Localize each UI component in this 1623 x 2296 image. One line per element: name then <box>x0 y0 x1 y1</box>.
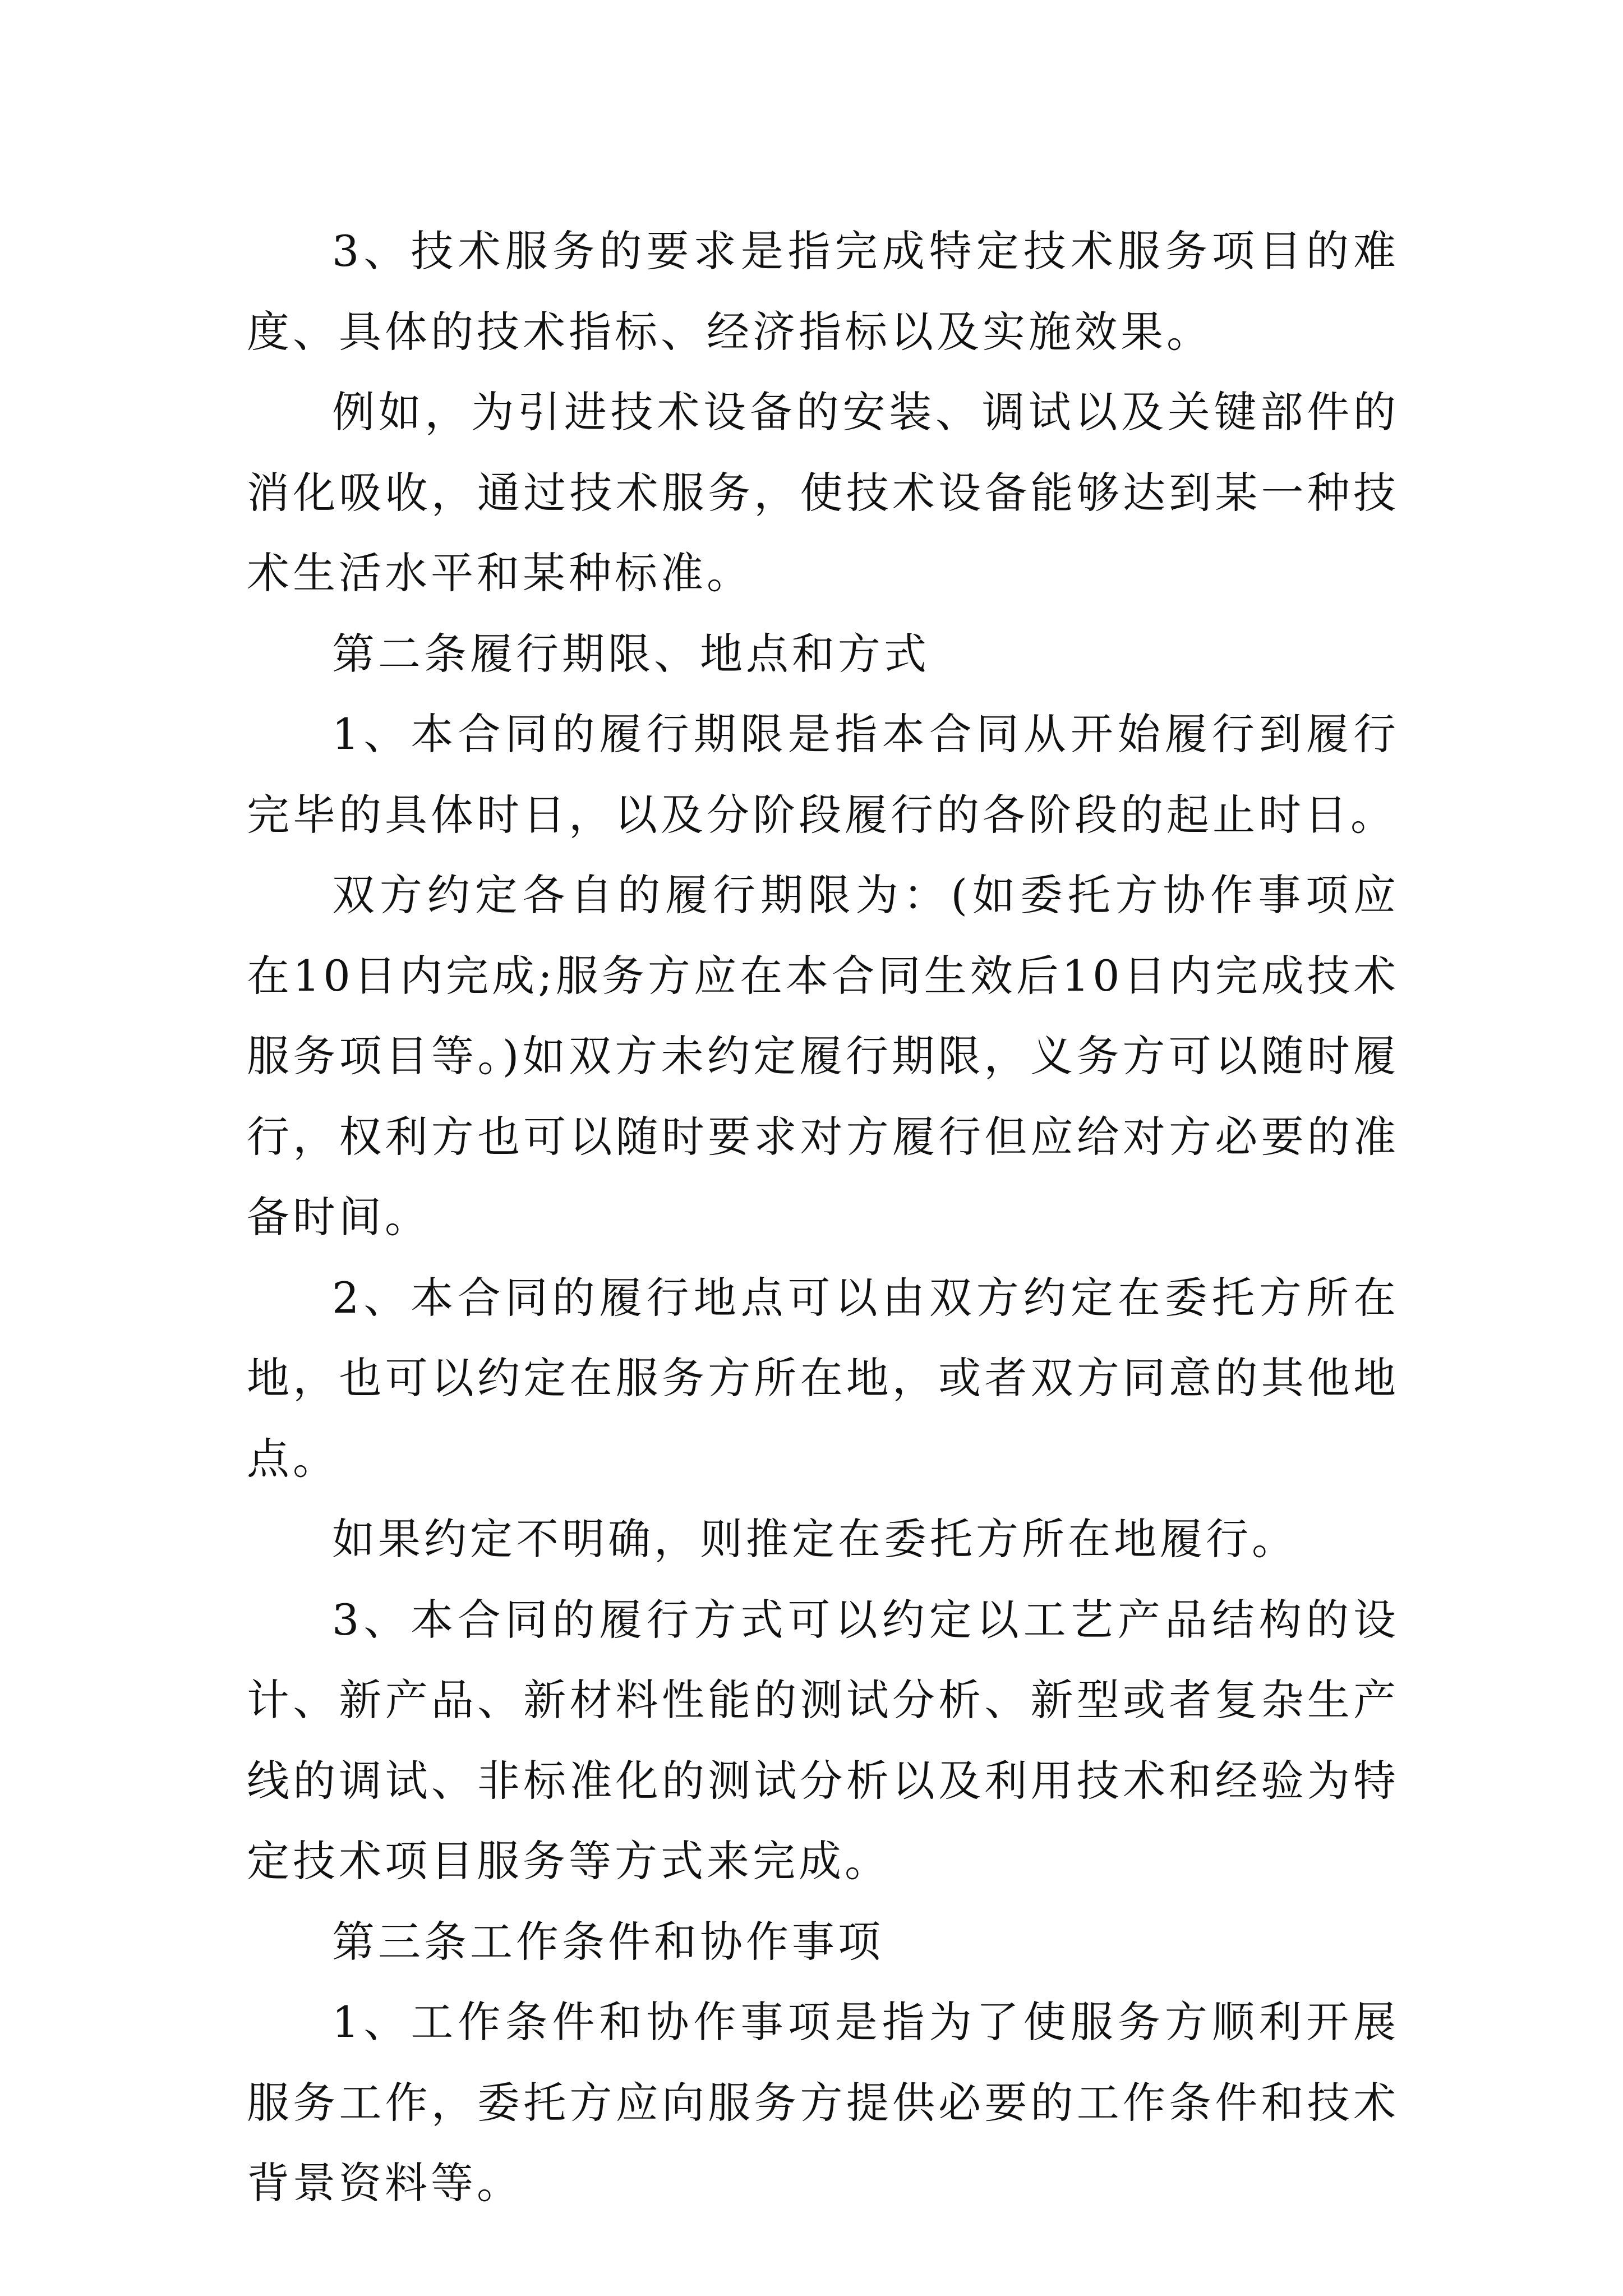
paragraph-example: 例如，为引进技术设备的安装、调试以及关键部件的消化吸收，通过技术服务，使技术设备能够达到某一种技术生活水平和某种标准。 <box>247 387 1399 598</box>
heading-article-2: 第二条履行期限、地点和方式 <box>332 628 930 679</box>
paragraph-default-location: 如果约定不明确，则推定在委托方所在地履行。 <box>332 1514 1298 1564</box>
paragraph-performance-location: 2、本合同的履行地点可以由双方约定在委托方所在地，也可以约定在服务方所在地，或者双方同意的其他地点。 <box>247 1272 1399 1484</box>
paragraph-performance-method: 3、本合同的履行方式可以约定以工艺产品结构的设计、新产品、新材料性能的测试分析、新型或者复杂生产线的调试、非标准化的测试分析以及利用技术和经验为特定技术项目服务等方式来完成。 <box>247 1594 1399 1886</box>
document-body <box>247 211 1399 2224</box>
paragraph-service-requirements: 3、技术服务的要求是指完成特定技术服务项目的难度、具体的技术指标、经济指标以及实施效果。 <box>247 226 1399 357</box>
heading-article-3: 第三条工作条件和协作事项 <box>332 1916 884 1967</box>
paragraph-work-conditions: 1、工作条件和协作事项是指为了使服务方顺利开展服务工作，委托方应向服务方提供必要的工作条件和技术背景资料等。 <box>247 1997 1399 2208</box>
paragraph-performance-period: 1、本合同的履行期限是指本合同从开始履行到履行完毕的具体时日，以及分阶段履行的各阶段的起止时日。 <box>247 709 1399 840</box>
paragraph-agreed-periods: 双方约定各自的履行期限为：(如委托方协作事项应在10日内完成;服务方应在本合同生效后10日内完成技术服务项目等。)如双方未约定履行期限，义务方可以随时履行，权利方也可以随时要求对方履行但应给对方必要的准备时间。 <box>247 870 1399 1242</box>
